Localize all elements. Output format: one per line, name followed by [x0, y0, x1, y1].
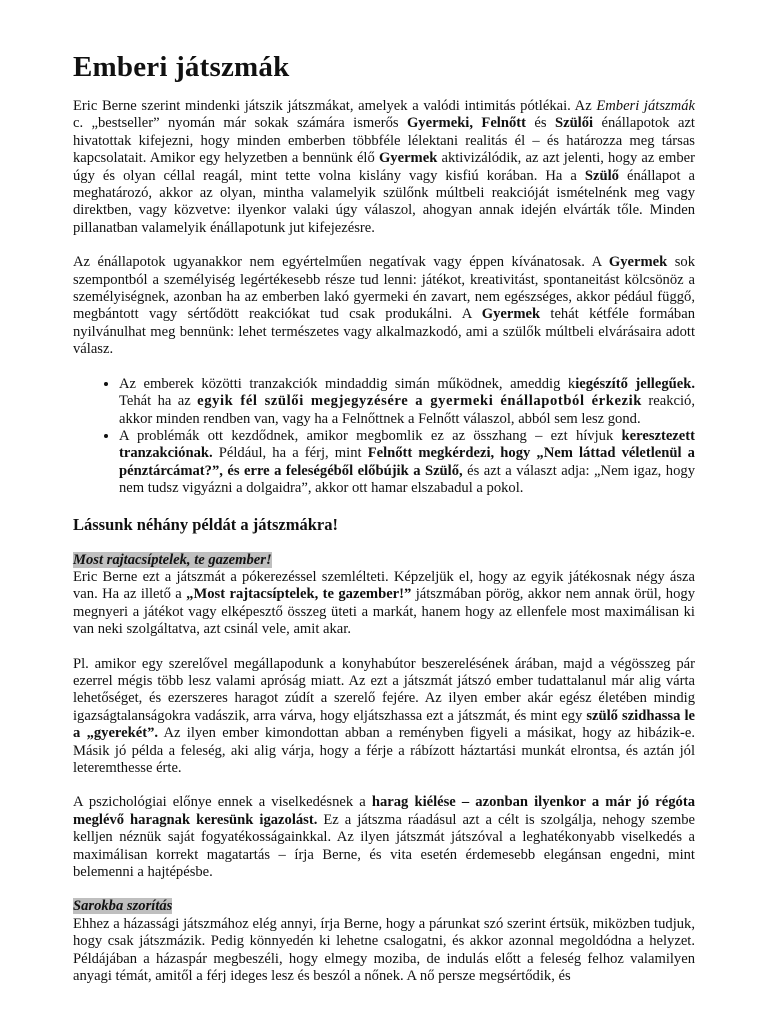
text: játszmában pörög, akkor nem annak örül, hogy megnyeri a játékot vagy elképesztő összeg üteti a markát, hanem hogy az ellenfele most maximálisan ki van neki szolgáltatva, azt csinál vele, amit akar.	[73, 586, 695, 638]
bold-text: egyik fél szülői megjegyzésére a gyermeki énállapotból érkezik	[197, 393, 642, 410]
highlighted-heading: Most rajtacsíptelek, te gazember!	[73, 551, 272, 568]
book-title: Emberi játszmák	[596, 98, 695, 114]
bold-text: iegészítő jellegűek.	[575, 375, 695, 392]
text: Az emberek közötti tranzakciók mindaddig simán működnek, ameddig k	[119, 375, 576, 392]
text: Eric Berne ezt a játszmát a pókerezéssel szemlélteti. Képzeljük el, hogy az egyik játékosnak négy ásza van. Ha az illető a	[73, 568, 695, 603]
bold-text: Felnőtt megkérdezi, hogy „Nem láttad véletlenül a pénztárcámat?”, és erre a feleségéből előbújik a Szülő,	[119, 445, 695, 479]
text: tehát kétféle formában nyilvánulhat meg bennünk: lehet természetes vagy alkalmazkodó, ami a szülők múltbeli elvárásaira adott válasz.	[73, 306, 696, 358]
bold-text: Gyermek	[378, 150, 438, 167]
bold-text: Szülő	[584, 167, 619, 184]
text: A pszichológiai előnye ennek a viselkedésnek a	[73, 794, 372, 811]
bold-text: Gyermek	[608, 254, 668, 271]
text: Tehát ha az	[119, 393, 198, 410]
game-paragraph	[73, 656, 695, 778]
text: Ez a játszma ráadásul azt a célt is szolgálja, nehogy szembe kelljen néznük saját fogyatékosságainkkal. Az ilyen játszmát játszóval a leghatékonyabb viselkedés a maximálisan korrekt magatartás – írja Berne, és vita esetén érdemesebb elegánsan engedni, mint belemenni a hajtépésbe.	[73, 811, 695, 881]
document-title: Emberi játszmák	[73, 51, 290, 83]
text: és	[526, 115, 555, 132]
bold-text: „Most rajtacsíptelek, te gazember!”	[186, 586, 412, 603]
bold-text: keresztezett tranzakciónak.	[119, 427, 695, 462]
text: Pl. amikor egy szerelővel megállapodunk a konyhabútor beszerelésének árában, majd a végösszeg pár ezerrel mégis több lesz valami apróság miatt. Az ezt a játszmát játszó ember tudattalanul már alig várta lehetőséget, és ezerszeres haragot zúdít a szerelő fejére. Az ilyen ember akár egész életében mindig igazságtalanságokra vadászik, arra várva, hogy eljátszhassa ezt a játszmát, és mint egy	[73, 655, 695, 724]
text: Az énállapotok ugyanakkor nem egyértelműen negatívak vagy éppen kívánatosak. A	[73, 254, 609, 271]
text: sok szempontból a személyiség legértékesebb része tud lenni: játékot, kreativitást, spontaneitást kölcsönöz a személyiségnek, azonban ha az emberben lakó gyermeki én zavart, nem egészséges, akkor pédául függő, megbántott vagy sértődött reakciókat tud csak produkálni. A	[73, 254, 696, 323]
bold-text: Gyermek	[481, 306, 541, 323]
text: énállapot a meghatározó, akkor az olyan, mintha valamelyik szülőnk múltbeli reakcióját ismételnénk meg vagy direktben, vagy közvetve: ilyenkor valaki úgy válaszol, ahogyan annak idején elvárták tőle. Minden pillanatban valamelyik énállapotunk jut kifejezésre.	[73, 167, 695, 236]
text: aktivizálódik, az azt jelenti, hogy az ember úgy és olyan céllal reagál, mint tette volna kislány vagy kisfiú korában. Ha a	[73, 150, 695, 184]
bold-text: Szülői	[554, 115, 594, 132]
text: Ehhez a házassági játszmához elég annyi, írja Berne, hogy a párunkat szó szerint értsük, miközben tudjuk, hogy csak játszmázik. Pedig könnyedén ki lehetne csalogatni, és akkor azonnal megoldódna a helyzet. Példájában a házaspár megbeszéli, hogy elmegy moziba, de indulás előtt a feleség felhoz valamilyen anyagi témát, amitől a férj ideges lesz és beszól a nőnek. A nő persze megsértődik, és	[73, 915, 695, 985]
game-paragraph	[73, 569, 695, 639]
game-paragraph	[73, 794, 695, 881]
text: énállapotok azt hivatottak kifejezni, hogy minden emberben többféle lélektani realitás él – és határozza meg társas kapcsolatait. Amikor egy helyzetben a bennünk élő	[73, 115, 695, 167]
intro-paragraph	[73, 98, 695, 237]
text: Például, ha a férj, mint	[212, 445, 368, 462]
bold-text: Gyermeki, Felnőtt	[406, 115, 526, 132]
second-paragraph	[73, 254, 695, 358]
section-heading: Lássunk néhány példát a játszmákra!	[73, 514, 338, 534]
game-heading	[73, 898, 695, 915]
text: és azt a választ adja: „Nem igaz, hogy nem tudsz vigyázni a dolgaidra”, akkor ott hamar elszabadul a pokol.	[119, 462, 695, 497]
list-item	[119, 376, 695, 428]
list-item	[119, 428, 695, 498]
game-heading	[73, 552, 695, 569]
text: reakció, akkor minden rendben van, vagy ha a Felnőttnek a Felnőtt válaszol, abból sem lesz gond.	[119, 393, 695, 427]
game-paragraph	[73, 916, 695, 986]
bullet-list	[73, 376, 695, 498]
text: Eric Berne szerint mindenki játszik játszmákat, amelyek a valódi intimitás pótlékai. Az	[73, 98, 597, 114]
bold-text: szülő szidhassa le a „gyerekét”.	[73, 707, 695, 742]
text: c. „bestseller” nyomán már sokak számára ismerős	[73, 115, 407, 132]
text: A problémák ott kezdődnek, amikor megbomlik ez az összhang – ezt hívjuk	[119, 427, 622, 444]
bold-text: harag kiélése – azonban ilyenkor a már jó régóta meglévő haragnak keresünk igazolást.	[73, 794, 695, 828]
highlighted-heading: Sarokba szorítás	[73, 898, 173, 915]
document-page	[73, 50, 695, 1002]
text: Az ilyen ember kimondottan abban a reményben figyeli a másikat, hogy az hibázik-e. Másik jó példa a feleség, aki alig várja, hogy a férje a rábízott háztartási munkát elrontsa, és aztán jól leteremthesse érte.	[73, 725, 695, 776]
